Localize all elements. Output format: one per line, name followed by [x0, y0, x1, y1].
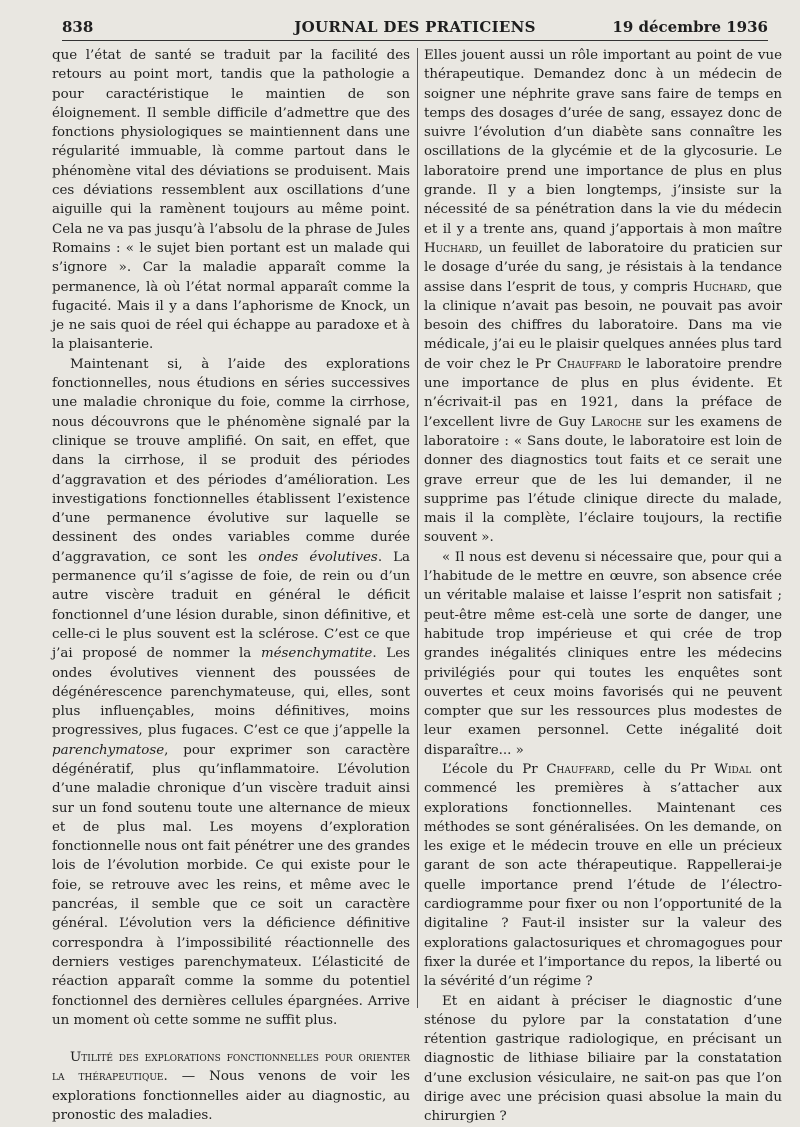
page-number: 838 — [62, 18, 94, 36]
left-column — [52, 46, 411, 1124]
paragraph: Elles jouent aussi un rôle important au point de vue thérapeutique. Demandez donc à un médecin de soigner une néphrite grave sans faire de temps en temps des dosages d’urée de sang, essayez donc de suivre l’évolution d’un diabète sans connaître les oscillations de la glycémie et de la glycosurie. Le laboratoire prend une importance de plus en plus grande. Il y a bien longtemps, j’insiste sur la nécessité de sa pénétration dans la vie du médecin et il y a trente ans, quand j’apportais à mon maître Huchard, un feuillet de laboratoire du praticien sur le dosage d’urée du sang, je résistais à la tendance assise dans l’esprit de tous, y compris Huchard, que la clinique n’avait pas besoin, ne pouvait pas avoir besoin des chiffres du laboratoire. Dans ma vie médicale, j’ai eu le plaisir quelques années plus tard de voir chez le Pr Chauffard le laboratoire prendre une importance de plus en plus évidente. Et n’écrivait-il pas en 1921, dans la préface de l’excellent livre de Guy Laroche sur les examens de laboratoire : « Sans doute, le laboratoire est loin de donner des diagnostics tout faits et ce serait une grave erreur que de les lui demander, il ne supprime pas l’étude clinique directe du malade, mais il la complète, l’éclaire toujours, la rectifie souvent ». — [424, 48, 783, 546]
section-heading: Utilité des explorations fonctionnelles pour orienter la thérapeutique. — [52, 1050, 410, 1085]
right-column — [424, 46, 783, 1125]
paragraph: que l’état de santé se traduit par la facilité des retours au point mort, tandis que la pathologie a pour caractéristique le maintien de son éloignement. Il semble difficile d’admettre que des fonctions physiologiques se maintiennent dans une régularité immuable, là comme partout dans le phénomène vital des déviations se produisent. Mais ces déviations ressemblent aux oscillations d’une aiguille qui la ramènent toujours au même point. Cela ne va pas jusqu’à l’absolu de la phrase de Jules Romains : « le sujet bien portant est un malade qui s’ignore ». Car la maladie apparaît comme la permanence, là où l’état normal apparaît comme la fugacité. Mais il y a dans l’aphorisme de Knock, un je ne sais quoi de réel qui échappe au paradoxe et à la plaisanterie. — [52, 48, 410, 353]
journal-title: JOURNAL DES PRATICIENS — [294, 18, 536, 36]
quotation-paragraph: « Il nous est devenu si nécessaire que, pour qui a l’habitude de le mettre en œuvre, son absence crée un véritable malaise et laisse l’esprit non satisfait ; peut-être même est-celà une sorte de danger, une habitude trop impérieuse et qui crée de trop grandes inégalités cliniques entre les médecins privilégiés pour qui toutes les enquêtes sont ouvertes et ceux moins favorisés qui ne peuvent compter que sur les ressources plus modestes de leur examen personnel. Cette inégalité doit disparaître... » — [424, 549, 782, 758]
running-header — [62, 14, 768, 41]
section-paragraph: Utilité des explorations fonctionnelles pour orienter la thérapeutique. — Nous venons de voir les explorations fonctionnelles aider au diagnostic, au pronostic des maladies. — [52, 1050, 410, 1124]
column-divider — [417, 48, 418, 1008]
paragraph: L’école du Pr Chauffard, celle du Pr Widal ont commencé les premières à s’attacher aux explorations fonctionnelles. Maintenant ces méthodes se sont généralisées. On les demande, on les exige et le médecin trouve en elle un précieux garant de son acte thérapeutique. Rappellerai-je quelle importance prend l’étude de l’électro-cardiogramme pour fixer ou non l’opportunité de la digitaline ? Faut-il insister sur la valeur des explorations galactosuriques et chromagogues pour fixer la durée et l’importance du repos, la liberté ou la sévérité d’un régime ? — [424, 761, 782, 990]
paragraph: Et en aidant à préciser le diagnostic d’une sténose du pylore par la constatation d’une rétention gastrique radiologique, en précisant un diagnostic de lithiase biliaire par la constatation d’une exclusion vésiculaire, ne sait-on pas que l’on dirige avec une précision quasi absolue la main du chirurgien ? — [424, 993, 782, 1125]
paragraph: Maintenant si, à l’aide des explorations fonctionnelles, nous étudions en séries successives une maladie chronique du foie, comme la cirrhose, nous découvrons que le phénomène signalé par la clinique se trouve amplifié. On sait, en effet, que dans la cirrhose, il se produit des périodes d’aggravation et des périodes d’amélioration. Les investigations fonctionnelles établissent l’existence d’une permanence évolutive sur laquelle se dessinent des ondes variables comme durée d’aggravation, ce sont les ondes évolutives. La permanence qu’il s’agisse de foie, de rein ou d’un autre viscère traduit en général le déficit fonctionnel d’une lésion durable, sinon définitive, et celle-ci le plus souvent est la sclérose. C’est ce que j’ai proposé de nommer la mésenchymatite. Les ondes évolutives viennent des poussées de dégénérescence parenchymateuse, qui, elles, sont plus influençables, moins définitives, moins progressives, plus fugaces. C’est ce que j’appelle la parenchymatose, pour exprimer son caractère dégénératif, plus qu’inflammatoire. L’évolution d’une maladie chronique d’un viscère traduit ainsi sur un fond soutenu toute une alternance de mieux et de plus mal. Les moyens d’exploration fonctionnelle nous ont fait pénétrer une des grandes lois de l’évolution morbide. Ce qui existe pour le foie, se retrouve avec les reins, et même avec le pancréas, il semble que ce soit un caractère général. L’évolution vers la déficience définitive correspondra à l’impossibilité réactionnelle des derniers vestiges parenchymateux. L’élasticité de réaction apparaît comme la somme du potentiel fonctionnel des dernières cellules épargnées. Arrive un moment où cette somme ne suffit plus. — [52, 356, 411, 1028]
issue-date: 19 décembre 1936 — [612, 18, 768, 36]
